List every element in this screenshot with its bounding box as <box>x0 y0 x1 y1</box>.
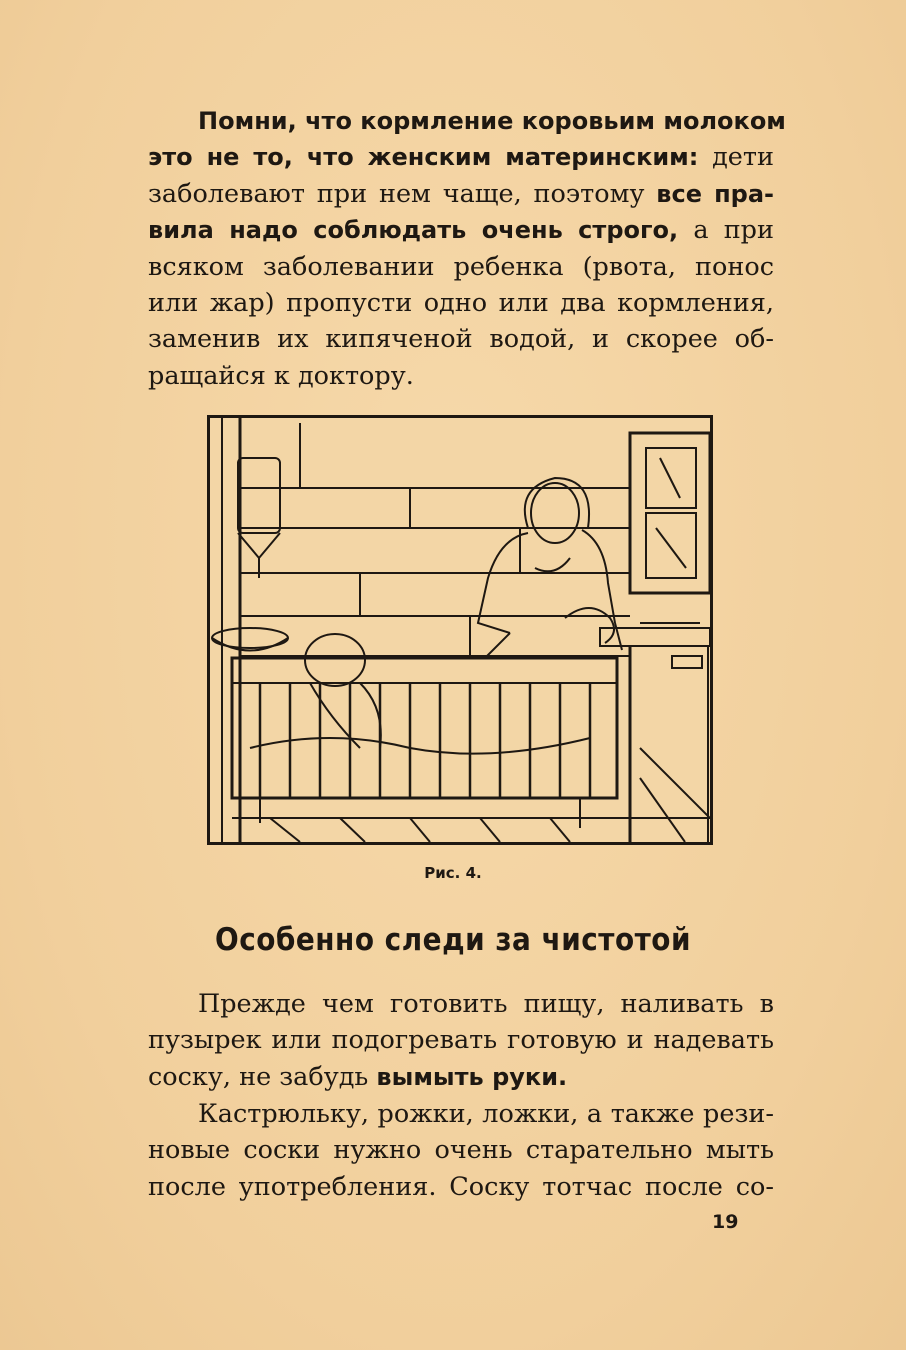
figure-caption: Рис. 4. <box>424 864 482 882</box>
bold-phrase: все пра- <box>656 179 774 208</box>
page-number: 19 <box>712 1211 739 1233</box>
nurse-head <box>531 483 579 543</box>
bold-phrase: вымыть руки. <box>376 1062 568 1091</box>
bold-phrase: Помни, что кормление коровьим молоком <box>198 107 786 135</box>
bold-phrase: вила надо соблюдать очень строго, <box>148 216 679 245</box>
section-heading: Особенно следи за чистотой <box>214 922 691 958</box>
wash-tank <box>238 458 280 533</box>
paragraph-wash-hands: Прежде чем готовить пищу, наливать в пузырек или подогревать готовую и надевать соску, не забудь вымыть руки. <box>148 989 774 1092</box>
paragraph-clean-utensils: Кастрюльку, рожки, ложки, а также рези- новые соски нужно очень старательно мыть после употребления. Соску тотчас после со- <box>148 1099 774 1202</box>
baby-head <box>305 634 365 686</box>
bold-phrase: это не то, что женским материнским: <box>148 143 699 172</box>
illustration-nursery <box>207 415 713 845</box>
nursery-drawing <box>210 418 710 842</box>
paragraph-feeding-warning: Помни, что кормление коровьим молоком это не то, что женским материнским: дети заболевают при нем чаще, поэтому все пра- вила надо соблюдать очень строго, а при всяком заболевании ребенка (рвота, понос или жар) пропусти одно или два кормления, заменив их кипяченой водой, и скорее об- ращайся к доктору. <box>148 107 786 391</box>
